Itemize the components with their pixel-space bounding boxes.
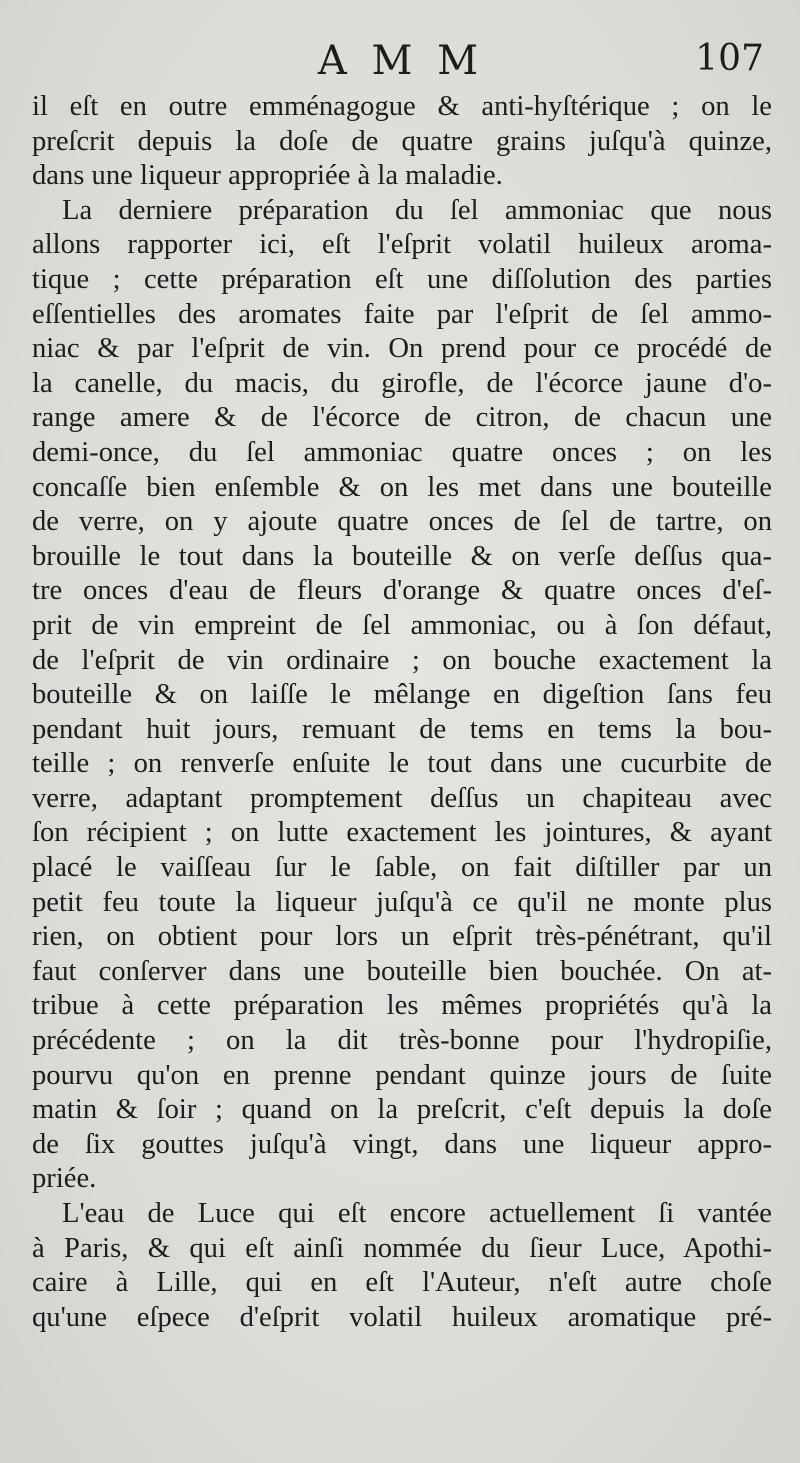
text-line: concaſſe bien enſemble & on les met dans une bouteille	[32, 471, 772, 503]
text-line: petit feu toute la liqueur juſqu'à ce qu'il ne monte plus	[32, 886, 772, 918]
text-line: demi-once, du ſel ammoniac quatre onces ; on les	[32, 436, 772, 468]
text-line: dans une liqueur appropriée à la maladie.	[32, 160, 503, 192]
text-line: de verre, on y ajoute quatre onces de ſel de tartre, on	[32, 506, 772, 538]
text-line: priée.	[32, 1163, 97, 1195]
text-line: teille ; on renverſe enſuite le tout dans une cucurbite de	[32, 748, 772, 780]
text-line: tique ; cette préparation eſt une diſſolution des parties	[32, 263, 772, 295]
text-line: pourvu qu'on en prenne pendant quinze jours de ſuite	[32, 1059, 772, 1091]
paragraph-eau-de-luce	[32, 1197, 772, 1335]
text-line: placé le vaiſſeau ſur le ſable, on fait diſtiller par un	[32, 852, 772, 884]
page-number: 107	[695, 38, 764, 79]
text-line: verre, adaptant promptement deſſus un chapiteau avec	[32, 782, 772, 814]
text-line: L'eau de Luce qui eſt encore actuellement ſi vantée	[62, 1198, 772, 1229]
text-line: il eſt en outre emménagogue & anti-hyſtérique ; on le	[32, 91, 772, 122]
text-line: prit de vin empreint de ſel ammoniac, ou à ſon défaut,	[32, 609, 772, 641]
page-header	[30, 38, 772, 88]
text-line: caire à Lille, qui en eſt l'Auteur, n'eſt autre choſe	[32, 1267, 772, 1299]
text-line: qu'une eſpece d'eſprit volatil huileux aromatique pré-	[32, 1301, 772, 1333]
text-line: preſcrit depuis la doſe de quatre grains juſqu'à quinze,	[32, 125, 772, 157]
text-line: précédente ; on la dit très-bonne pour l'hydropiſie,	[32, 1025, 772, 1057]
text-line: bouteille & on laiſſe le mêlange en digeſtion ſans feu	[32, 679, 772, 711]
text-line: matin & ſoir ; quand on la preſcrit, c'eſt depuis la doſe	[32, 1094, 772, 1126]
text-line: pendant huit jours, remuant de tems en tems la bou-	[32, 713, 772, 745]
text-line: tribue à cette préparation les mêmes propriétés qu'à la	[32, 990, 772, 1022]
text-line: de ſix gouttes juſqu'à vingt, dans une liqueur appro-	[32, 1128, 772, 1160]
text-line: La derniere préparation du ſel ammoniac que nous	[62, 194, 772, 226]
text-line: tre onces d'eau de fleurs d'orange & quatre onces d'eſ-	[32, 575, 772, 607]
text-line: brouille le tout dans la bouteille & on verſe deſſus qua-	[32, 540, 772, 572]
text-line: eſſentielles des aromates faite par l'eſprit de ſel ammo-	[32, 298, 772, 330]
text-line: la canelle, du macis, du girofle, de l'écorce jaune d'o-	[32, 367, 772, 399]
text-line: allons rapporter ici, eſt l'eſprit volatil huileux aroma-	[32, 229, 772, 261]
text-line: de l'eſprit de vin ordinaire ; on bouche exactement la	[32, 644, 772, 676]
text-line: à Paris, & qui eſt ainſi nommée du ſieur Luce, Apothi-	[32, 1232, 772, 1264]
paragraph-spirit-volatile	[32, 194, 772, 1197]
text-line: niac & par l'eſprit de vin. On prend pour ce procédé de	[32, 333, 772, 365]
text-line: ſon récipient ; on lutte exactement les jointures, & ayant	[32, 817, 772, 849]
text-line: range amere & de l'écorce de citron, de chacun une	[32, 402, 772, 434]
running-head: A M M	[317, 38, 485, 84]
paragraph-continuation	[32, 90, 772, 194]
text-line: rien, on obtient pour lors un eſprit très-pénétrant, qu'il	[32, 921, 772, 953]
text-line: faut conſerver dans une bouteille bien bouchée. On at-	[32, 955, 772, 987]
body-text	[32, 90, 772, 1335]
